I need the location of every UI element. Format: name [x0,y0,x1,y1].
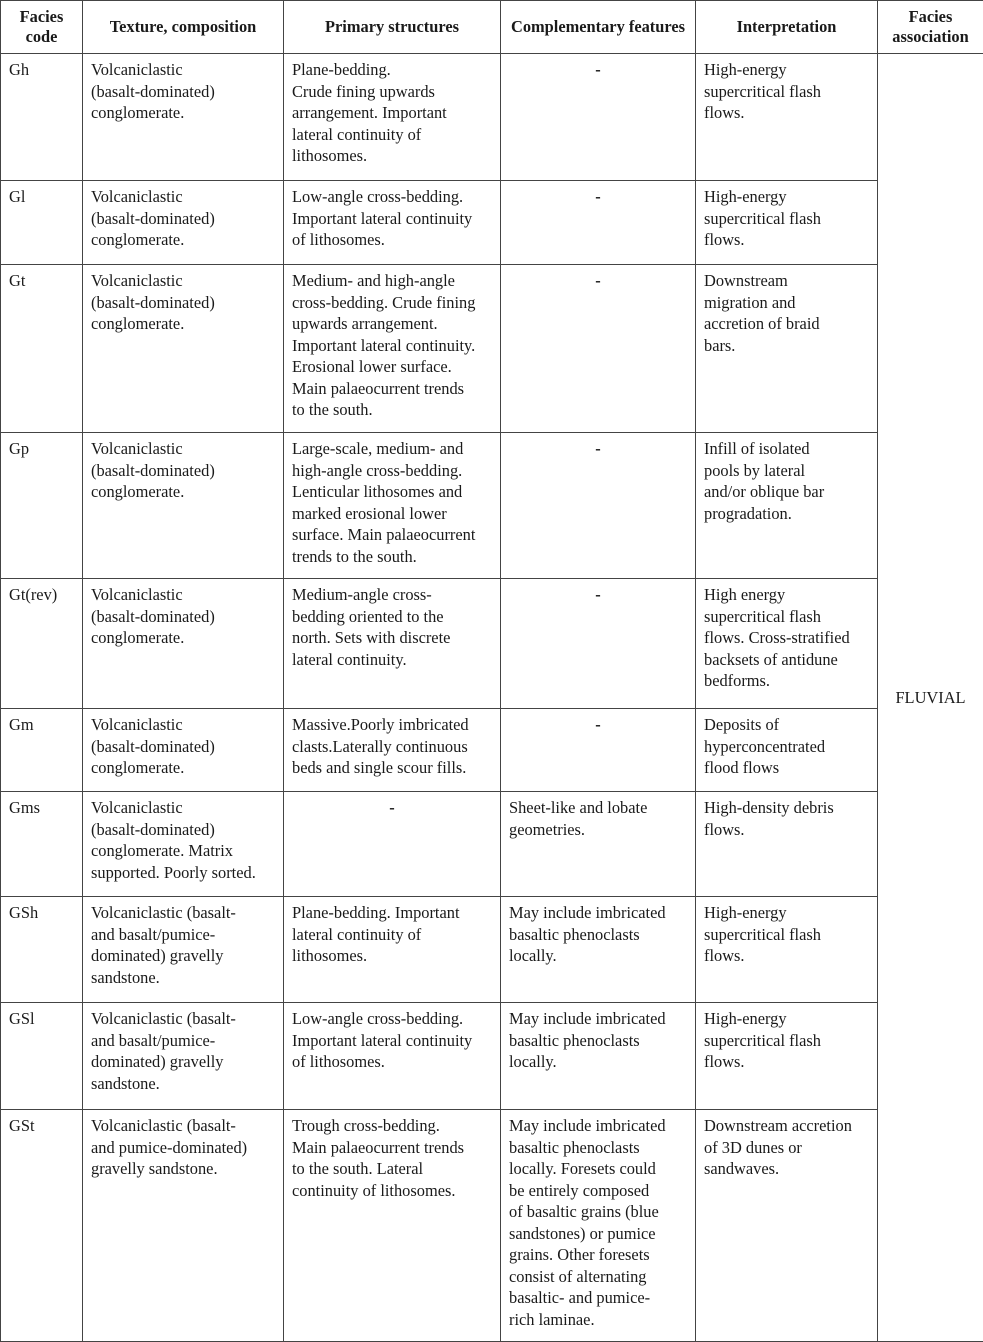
complementary-cell: May include imbricated basaltic phenoclasts locally. [501,897,696,1003]
primary-cell: Low-angle cross-bedding. Important lateral continuity of lithosomes. [284,181,501,265]
facies-code: Gms [1,792,83,897]
facies-association-cell: FLUVIAL [878,54,983,1342]
interpretation-cell: High-energy supercritical flash flows. [696,897,878,1003]
texture-cell: Volcaniclastic (basalt- and basalt/pumice- dominated) gravelly sandstone. [83,1003,284,1110]
table-row [1,1003,983,1110]
table-row [1,433,983,579]
facies-code: GSt [1,1110,83,1342]
primary-cell: - [284,792,501,897]
primary-cell: Low-angle cross-bedding. Important lateral continuity of lithosomes. [284,1003,501,1110]
complementary-cell: - [501,433,696,579]
interpretation-cell: High-energy supercritical flash flows. [696,54,878,181]
interpretation-cell: High energy supercritical flash flows. Cross-stratified backsets of antidune bedforms. [696,579,878,709]
complementary-cell: Sheet-like and lobate geometries. [501,792,696,897]
facies-code: Gt(rev) [1,579,83,709]
complementary-cell: - [501,579,696,709]
complementary-cell: - [501,265,696,433]
interpretation-cell: High-energy supercritical flash flows. [696,181,878,265]
complementary-cell: - [501,709,696,792]
texture-cell: Volcaniclastic (basalt-dominated) conglomerate. [83,54,284,181]
header-facies-association: Facies association [878,1,983,54]
interpretation-cell: Downstream accretion of 3D dunes or sandwaves. [696,1110,878,1342]
complementary-cell: May include imbricated basaltic phenoclasts locally. Foresets could be entirely composed of basaltic grains (blue sandstones) or pumice grains. Other foresets consist of alternating basaltic- and pumice- rich laminae. [501,1110,696,1342]
interpretation-cell: High-density debris flows. [696,792,878,897]
facies-code: GSh [1,897,83,1003]
header-texture: Texture, composition [83,1,284,54]
interpretation-cell: Downstream migration and accretion of braid bars. [696,265,878,433]
texture-cell: Volcaniclastic (basalt-dominated) conglomerate. [83,579,284,709]
header-primary-structures: Primary structures [284,1,501,54]
interpretation-cell: Deposits of hyperconcentrated flood flows [696,709,878,792]
texture-cell: Volcaniclastic (basalt- and basalt/pumice- dominated) gravelly sandstone. [83,897,284,1003]
facies-code: Gl [1,181,83,265]
facies-code: Gt [1,265,83,433]
texture-cell: Volcaniclastic (basalt- and pumice-dominated) gravelly sandstone. [83,1110,284,1342]
primary-cell: Massive.Poorly imbricated clasts.Laterally continuous beds and single scour fills. [284,709,501,792]
header-interpretation: Interpretation [696,1,878,54]
header-complementary-features: Complementary features [501,1,696,54]
interpretation-cell: High-energy supercritical flash flows. [696,1003,878,1110]
complementary-cell: May include imbricated basaltic phenoclasts locally. [501,1003,696,1110]
texture-cell: Volcaniclastic (basalt-dominated) conglomerate. [83,265,284,433]
primary-cell: Plane-bedding. Important lateral continuity of lithosomes. [284,897,501,1003]
table-row [1,579,983,709]
texture-cell: Volcaniclastic (basalt-dominated) conglomerate. [83,433,284,579]
table-row [1,54,983,181]
facies-code: Gh [1,54,83,181]
texture-cell: Volcaniclastic (basalt-dominated) conglomerate. [83,709,284,792]
table-row [1,897,983,1003]
table-row [1,792,983,897]
complementary-cell: - [501,54,696,181]
texture-cell: Volcaniclastic (basalt-dominated) conglomerate. Matrix supported. Poorly sorted. [83,792,284,897]
primary-cell: Large-scale, medium- and high-angle cross-bedding. Lenticular lithosomes and marked erosional lower surface. Main palaeocurrent trends to the south. [284,433,501,579]
table-row [1,1110,983,1342]
facies-code: Gp [1,433,83,579]
primary-cell: Plane-bedding. Crude fining upwards arrangement. Important lateral continuity of lithosomes. [284,54,501,181]
table-row [1,265,983,433]
table-row [1,709,983,792]
complementary-cell: - [501,181,696,265]
header-facies-code: Facies code [1,1,83,54]
primary-cell: Trough cross-bedding. Main palaeocurrent trends to the south. Lateral continuity of lithosomes. [284,1110,501,1342]
facies-code: Gm [1,709,83,792]
table-row [1,181,983,265]
primary-cell: Medium-angle cross- bedding oriented to the north. Sets with discrete lateral continuity. [284,579,501,709]
interpretation-cell: Infill of isolated pools by lateral and/or oblique bar progradation. [696,433,878,579]
primary-cell: Medium- and high-angle cross-bedding. Crude fining upwards arrangement. Important lateral continuity. Erosional lower surface. Main palaeocurrent trends to the south. [284,265,501,433]
texture-cell: Volcaniclastic (basalt-dominated) conglomerate. [83,181,284,265]
facies-code: GSl [1,1003,83,1110]
header-row [1,1,983,54]
